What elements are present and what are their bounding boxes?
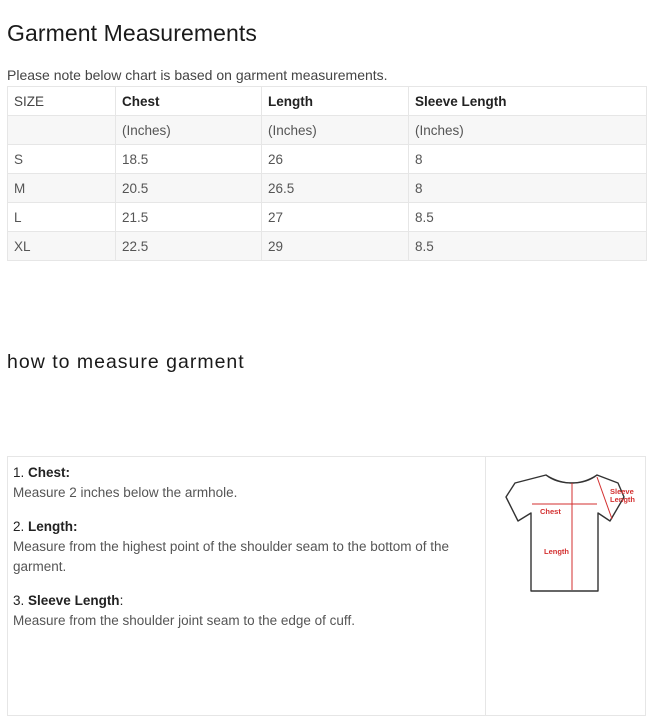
size-chart-table [7, 86, 647, 261]
instruction-chest [13, 463, 480, 503]
table-row [8, 145, 647, 174]
instruction-desc: Measure from the highest point of the shoulder seam to the bottom of the garment. [13, 539, 450, 574]
size-cell: L [8, 203, 116, 232]
table-units-row [8, 116, 647, 145]
instruction-desc: Measure 2 inches below the armhole. [13, 485, 238, 500]
sleeve-cell: 8 [409, 174, 647, 203]
instruction-number: 1. [13, 465, 25, 480]
length-cell: 29 [262, 232, 409, 261]
instruction-number: 3. [13, 593, 25, 608]
instruction-title: Length: [28, 519, 78, 534]
sleeve-label-line2: Length [610, 495, 635, 504]
header-chest: Chest [116, 87, 262, 116]
length-cell: 27 [262, 203, 409, 232]
size-cell: XL [8, 232, 116, 261]
size-cell: S [8, 145, 116, 174]
instruction-suffix: : [119, 593, 124, 608]
chest-label: Chest [540, 507, 561, 516]
instruction-title: Chest: [28, 465, 71, 480]
chest-cell: 21.5 [116, 203, 262, 232]
table-row [8, 232, 647, 261]
table-row [8, 174, 647, 203]
instruction-length [13, 517, 480, 577]
units-chest: (Inches) [116, 116, 262, 145]
tshirt-diagram-svg [486, 457, 647, 597]
chest-cell: 20.5 [116, 174, 262, 203]
header-size: SIZE [8, 87, 116, 116]
sleeve-cell: 8.5 [409, 203, 647, 232]
chest-cell: 18.5 [116, 145, 262, 174]
table-row [8, 203, 647, 232]
measure-guide [7, 456, 646, 716]
page-title: Garment Measurements [7, 20, 257, 46]
measure-instructions [8, 457, 486, 715]
units-size [8, 116, 116, 145]
header-length: Length [262, 87, 409, 116]
instruction-title: Sleeve Length [28, 593, 120, 608]
size-cell: M [8, 174, 116, 203]
instruction-sleeve-length [13, 591, 480, 631]
tshirt-diagram [486, 457, 647, 597]
sleeve-cell: 8.5 [409, 232, 647, 261]
length-cell: 26.5 [262, 174, 409, 203]
instruction-number: 2. [13, 519, 25, 534]
units-length: (Inches) [262, 116, 409, 145]
units-sleeve: (Inches) [409, 116, 647, 145]
table-header-row [8, 87, 647, 116]
sleeve-cell: 8 [409, 145, 647, 174]
length-label: Length [544, 547, 569, 556]
chest-cell: 22.5 [116, 232, 262, 261]
how-to-measure-heading: how to measure garment [7, 351, 245, 373]
sleeve-label-line1: Sleeve [610, 487, 634, 496]
tshirt-outline [506, 475, 624, 591]
header-sleeve-length: Sleeve Length [409, 87, 647, 116]
length-cell: 26 [262, 145, 409, 174]
chart-note: Please note below chart is based on garment measurements. [7, 67, 388, 83]
instruction-desc: Measure from the shoulder joint seam to the edge of cuff. [13, 613, 355, 628]
